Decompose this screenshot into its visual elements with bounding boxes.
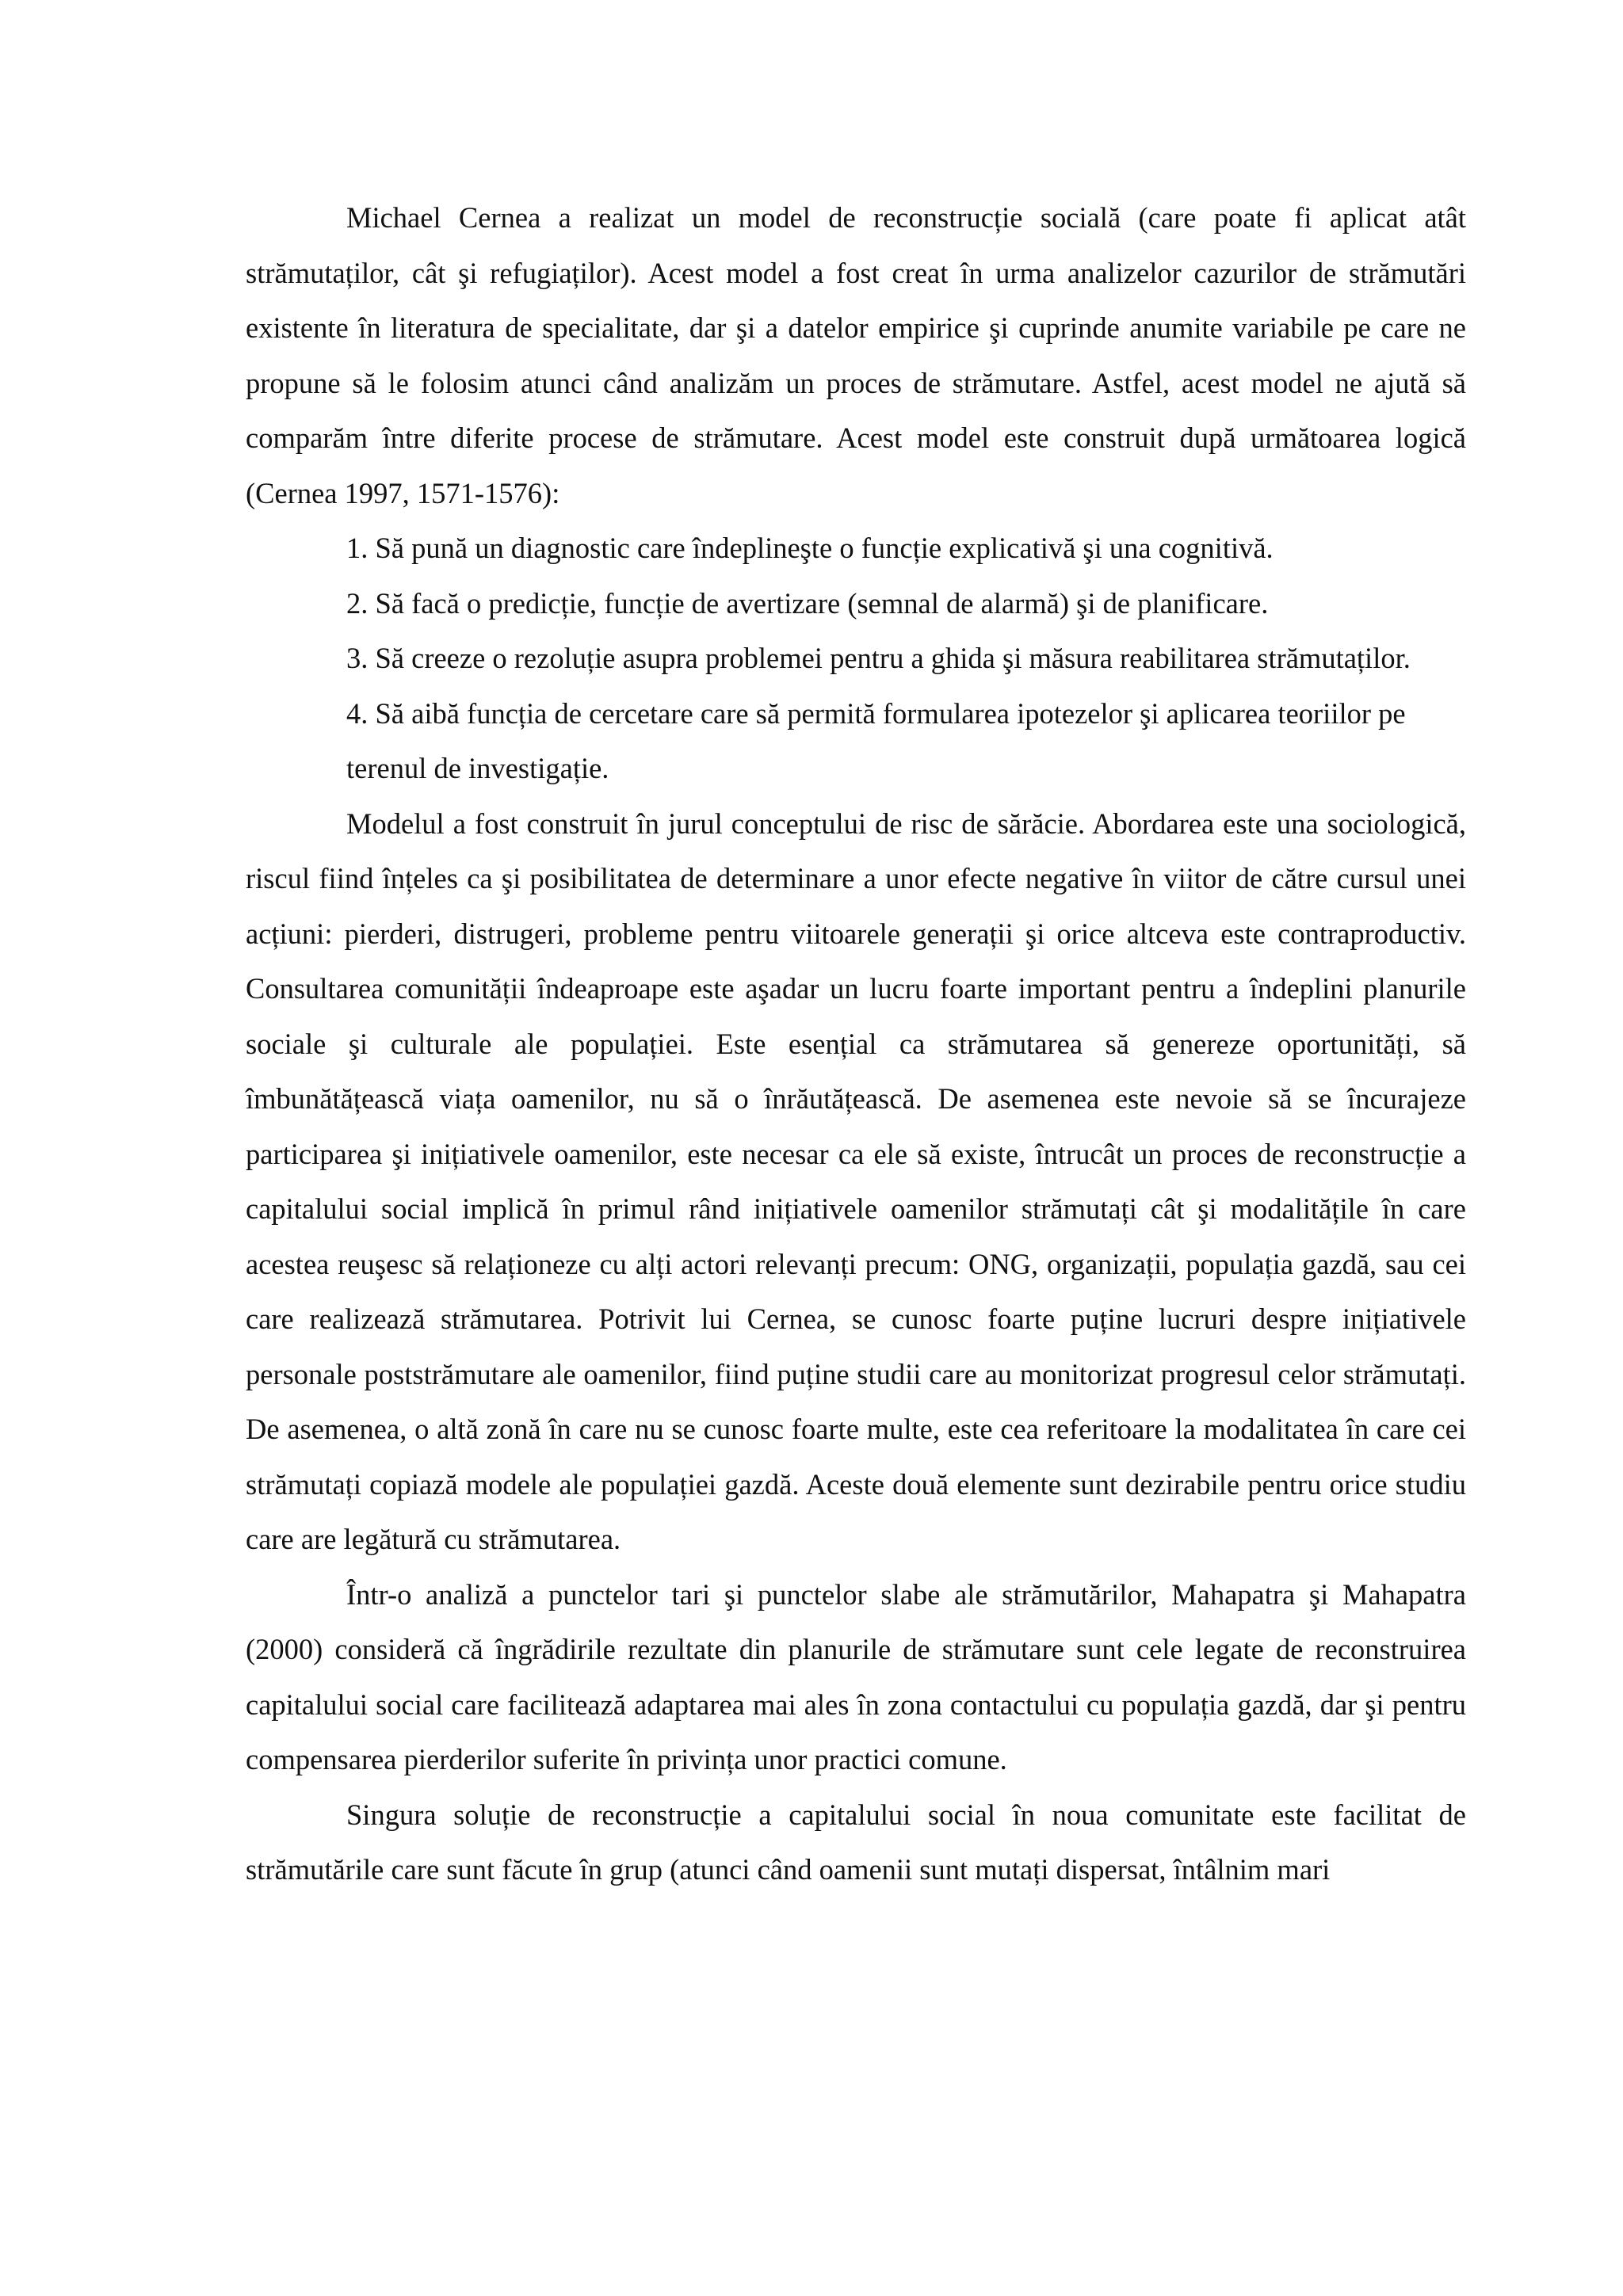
list-item: 4. Să aibă funcția de cercetare care să permită formularea ipotezelor şi aplicarea teoriilor pe — [346, 696, 1406, 730]
numbered-list — [246, 521, 1466, 741]
paragraph-risk-model: Modelul a fost construit în jurul conceptului de risc de sărăcie. Abordarea este una sociologică, riscul fiind înțeles ca şi posibilitatea de determinare a unor efecte negative în viitor de către cursul unei acțiuni: pierderi, distrugeri, probleme pentru viitoarele generații şi orice altceva este contraproductiv. Consultarea comunității îndeaproape este aşadar un lucru foarte important pentru a îndeplini planurile sociale şi culturale ale populației. Este esențial ca strămutarea să genereze oportunități, să îmbunătățească viața oamenilor, nu să o înrăutățească. De asemenea este nevoie să se încurajeze participarea şi inițiativele oamenilor, este necesar ca ele să existe, întrucât un proces de reconstrucție a capitalului social implică în primul rând inițiativele oamenilor strămutați cât şi modalitățile în care acestea reuşesc să relaționeze cu alți actori relevanți precum: ONG, organizații, populația gazdă, sau cei care realizează strămutarea. Potrivit lui Cernea, se cunosc foarte puține lucruri despre inițiativele personale poststrămutare ale oamenilor, fiind puține studii care au monitorizat progresul celor strămutați. De asemenea, o altă zonă în care nu se cunosc foarte multe, este cea referitoare la modalitatea în care cei strămutați copiază modele ale populației gazdă. Aceste două elemente sunt dezirabile pentru orice studiu care are legătură cu strămutarea. — [246, 807, 1466, 1555]
document-page — [246, 190, 1466, 1897]
paragraph-group-resettlement: Singura soluție de reconstrucție a capitalului social în noua comunitate este facilitat de strămutările care sunt făcute în grup (atunci când oamenii sunt mutați dispersat, întâlnim mari — [246, 1798, 1466, 1886]
paragraph-mahapatra: Într-o analiză a punctelor tari şi punctelor slabe ale strămutărilor, Mahapatra şi Mahapatra (2000) consideră că îngrădirile rezultate din planurile de strămutare sunt cele legate de reconstruirea capitalului social care facilitează adaptarea mai ales în zona contactului cu populația gazdă, dar şi pentru compensarea pierderilor suferite în privința unor practici comune. — [246, 1577, 1466, 1775]
list-continuation: terenul de investigație. — [346, 752, 609, 784]
list-item: 3. Să creeze o rezoluție asupra problemei pentru a ghida şi măsura reabilitarea strămutaților. — [346, 642, 1411, 674]
list-item: 1. Să pună un diagnostic care îndeplineşte o funcție explicativă şi una cognitivă. — [346, 532, 1274, 564]
paragraph-intro: Michael Cernea a realizat un model de reconstrucție socială (care poate fi aplicat atât strămutaților, cât şi refugiaților). Acest model a fost creat în urma analizelor cazurilor de strămutări existente în literatura de specialitate, dar şi a datelor empirice şi cuprinde anumite variabile pe care ne propune să le folosim atunci când analizăm un proces de strămutare. Astfel, acest model ne ajută să comparăm între diferite procese de strămutare. Acest model este construit după următoarea logică (Cernea 1997, 1571-1576): — [246, 201, 1466, 509]
list-item: 2. Să facă o predicție, funcție de avertizare (semnal de alarmă) şi de planificare. — [346, 586, 1269, 620]
